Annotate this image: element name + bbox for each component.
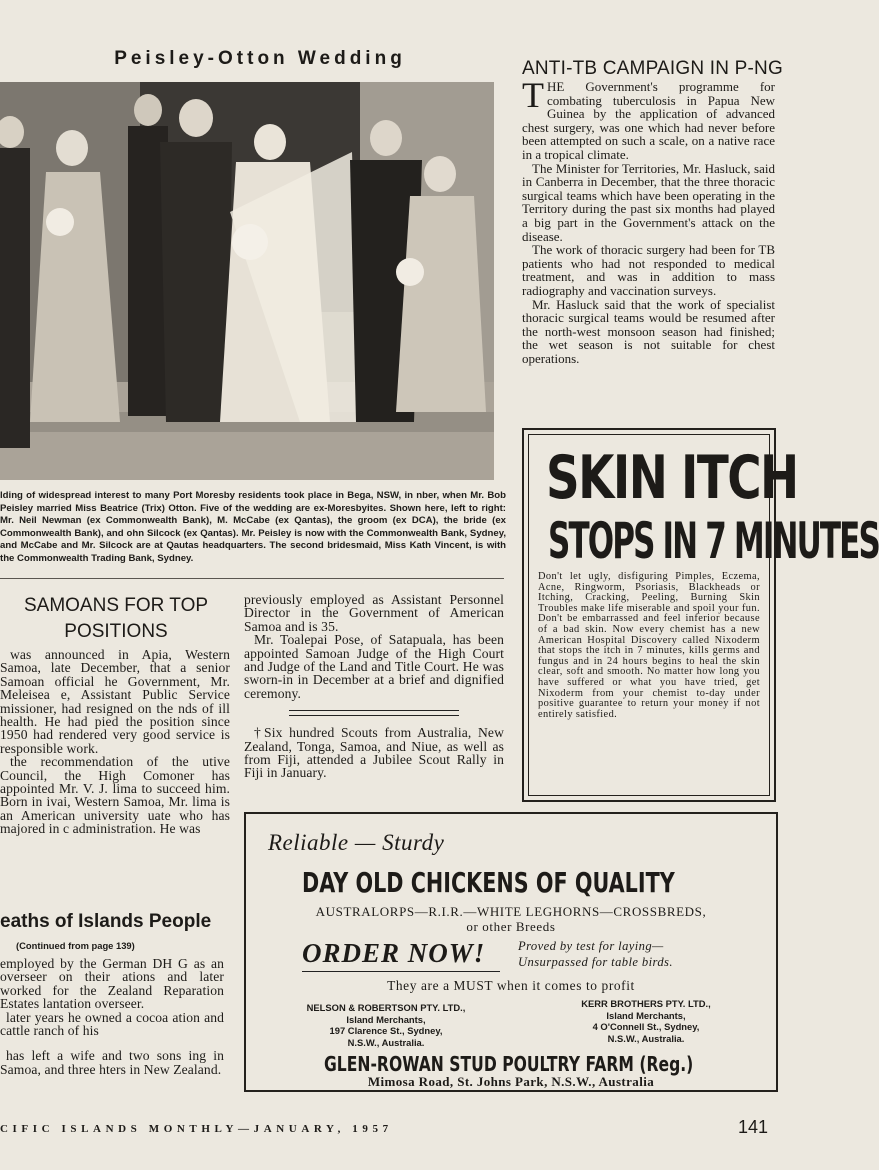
skin-itch-body: Don't let ugly, disfiguring Pimples, Eczema, Acne, Ringworm, Psoriasis, Blackheads or Itching, Cracking, Peeling, Burning Skin Troubles make life miserable and spoil your fun. Don't be embarrassed and feel inferior because of a bad skin. Now every chemist has a new American Hospital Discovery called Nixoderm that stops the itch in 7 minutes, kills germs and fungus and in 24 hours begins to heal the skin clear, soft and smooth. No matter how long you have suffered or what you have tried, get Nixoderm from your chemist to-day under positive guarantee to return your money if not entirely satisfied.	[538, 571, 760, 720]
poultry-farm-name: GLEN-ROWAN STUD POULTRY FARM (Reg.)	[324, 1052, 694, 1076]
address-line: Island Merchants,	[606, 1009, 686, 1021]
poultry-farm-address: Mimosa Road, St. Johns Park, N.S.W., Australia	[367, 1074, 655, 1089]
chickens-claims	[518, 938, 748, 970]
page-footer-masthead: CIFIC ISLANDS MONTHLY—JANUARY, 1957	[0, 1123, 393, 1135]
deaths-article	[0, 957, 224, 1076]
skin-itch-headline: SKIN ITCH	[546, 443, 798, 513]
samoans-headline-line: SAMOANS FOR TOP	[23, 595, 209, 616]
samoans-paragraph: was announced in Apia, Western Samoa, late December, that a senior Samoan official he Government, Mr. Meleisea e, Assistant Public Service missioner, had resigned on the nds of ill health. He had pied the position since 1950 had rendered very good service is responsible work.	[0, 647, 230, 756]
address-nelson-robertson	[286, 1002, 486, 1048]
wedding-headline: Peisley-Otton Wedding	[114, 48, 406, 69]
samoans-headline	[0, 593, 232, 645]
chickens-headline: DAY OLD CHICKENS OF QUALITY	[302, 866, 675, 899]
antitb-headline: ANTI-TB CAMPAIGN IN P-NG	[522, 58, 783, 79]
chickens-breeds	[246, 904, 776, 934]
samoans-paragraph: †Six hundred Scouts from Australia, New Zealand, Tonga, Samoa, and Niue, as well as from Fiji, attended a Jubilee Scout Rally in Fiji in January.	[244, 725, 504, 781]
address-line: NELSON & ROBERTSON PTY. LTD.,	[306, 1002, 466, 1013]
chickens-tagline: Reliable — Sturdy	[268, 830, 445, 855]
samoans-headline-line: POSITIONS	[64, 621, 168, 642]
skin-itch-subhead: STOPS IN 7 MINUTES	[548, 512, 879, 570]
wedding-photo	[0, 82, 494, 480]
samoans-column-1	[0, 648, 230, 836]
chickens-advert	[244, 812, 778, 1092]
chickens-must: They are a MUST when it comes to profit	[387, 978, 635, 993]
drop-cap: T	[522, 75, 544, 115]
antitb-paragraph: HE Government's programme for combating tuberculosis in Papua New Guinea by the application of advanced chest surgery, was one which had never before been attempted on such a scale, on a native race in a tropical climate.	[522, 79, 775, 162]
samoans-column-2	[244, 593, 504, 780]
address-line: N.S.W., Australia.	[607, 1032, 685, 1044]
deaths-paragraph: has left a wife and two sons ing in Samoa, and three hters in New Zealand.	[0, 1048, 224, 1077]
wedding-caption: lding of widespread interest to many Port Moresby residents took place in Bega, NSW, in nber, when Mr. Bob Peisley married Miss Beatrice (Trix) Otton. Five of the wedding are ex-Moresbyites. Shown here, left to right: Mr. Neil Newman (ex Commonwealth Bank), M. McCabe (ex Qantas), the groom (ex DCA), the bride (ex Commonwealth Bank), and ohn Silcock (ex Qantas). Mr. Peisley is now with the Commonwealth Bank, Sydney, and McCabe and Mr. Silcock are at Qautas headquarters. The second bridesmaid, Miss Kath Vincent, is with the Commonwealth Trading Bank, Sydney.	[0, 490, 506, 564]
deaths-paragraph: later years he owned a cocoa ation and cattle ranch of his	[0, 1009, 224, 1039]
address-kerr-brothers	[556, 998, 736, 1044]
claim-line: Unsurpassed for table birds.	[518, 955, 673, 969]
deaths-headline: eaths of Islands People	[0, 911, 212, 932]
address-line: 197 Clarence St., Sydney,	[329, 1025, 443, 1037]
section-divider	[0, 578, 504, 579]
address-line: 4 O'Connell St., Sydney,	[592, 1021, 700, 1033]
page-number: 141	[738, 1117, 769, 1137]
antitb-paragraph: The Minister for Territories, Mr. Hasluck, said in Canberra in December, that the three thoracic surgical teams which have been operating in the Territory during the past six months had played a big part in the Government's attack on the disease.	[522, 160, 775, 244]
samoans-paragraph: the recommendation of the utive Council, the High Comoner has appointed Mr. V. J. lima to succeed him. Born in ivai, Western Samoa, Mr. lima is an American university uate who has majored in c administration. He was	[0, 754, 230, 837]
breeds-line: AUSTRALORPS—R.I.R.—WHITE LEGHORNS—CROSSBREDS,	[315, 904, 707, 919]
samoans-paragraph: Mr. Toalepai Pose, of Satapuala, has been appointed Samoan Judge of the High Court and Judge of the Land and Title Court. He was sworn-in in December at a brief and dignified ceremony.	[244, 632, 504, 701]
skin-itch-advert	[522, 428, 879, 802]
ornamental-divider	[289, 710, 459, 716]
samoans-paragraph: previously employed as Assistant Personnel Director in the Government of American Samoa and is 35.	[244, 592, 504, 634]
address-line: N.S.W., Australia.	[347, 1036, 425, 1048]
breeds-line: or other Breeds	[466, 919, 556, 934]
deaths-paragraph: employed by the German DH G as an overseer on their ations and later worked for the Zealand Reparation Estates lantation overseer.	[0, 956, 224, 1012]
address-line: Island Merchants,	[346, 1013, 426, 1025]
antitb-paragraph: The work of thoracic surgery had been for TB patients who had not responded to medical treatment, and was in addition to mass radiography and vaccination surveys.	[522, 242, 775, 298]
order-now-text: ORDER NOW!	[302, 938, 486, 968]
continued-note: (Continued from page 139)	[16, 940, 135, 951]
order-underline	[302, 971, 500, 972]
claim-line: Proved by test for laying—	[518, 939, 664, 953]
antitb-paragraph: Mr. Hasluck said that the work of specialist thoracic surgical teams would be resumed after the north-west monsoon season had finished; the wet season is not suitable for chest operations.	[522, 296, 775, 366]
antitb-article	[522, 75, 775, 366]
address-line: KERR BROTHERS PTY. LTD.,	[581, 998, 711, 1009]
